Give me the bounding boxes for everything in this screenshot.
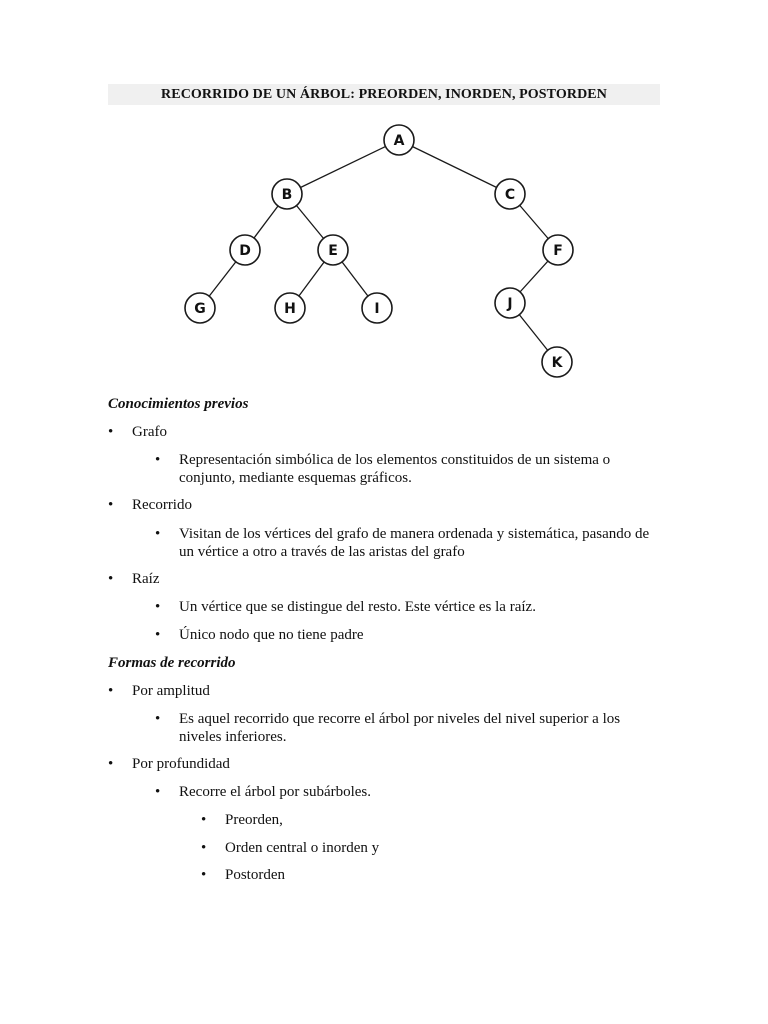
tree-node-b [272, 179, 302, 209]
tree-node-label: J [507, 296, 513, 312]
section-heading-formas: Formas de recorrido [108, 655, 236, 671]
item-text: Visitan de los vértices del grafo de manera ordenada y sistemática, pasando de un vértice a otro a través de las aristas del grafo [179, 526, 650, 560]
bullet: • [155, 526, 161, 542]
item-text: Representación simbólica de los elementos constituidos de un sistema o conjunto, mediante esquemas gráficos. [179, 452, 611, 486]
bullet: • [108, 571, 114, 587]
item-label: Por amplitud [132, 683, 210, 699]
bullet: • [155, 599, 161, 615]
item-text: Es aquel recorrido que recorre el árbol por niveles del nivel superior a los niveles inferiores. [179, 711, 621, 745]
tree-node-j [495, 288, 525, 318]
tree-node-c [495, 179, 525, 209]
tree-node-a [384, 125, 414, 155]
tree-node-k [542, 347, 572, 377]
page-title: RECORRIDO DE UN ÁRBOL: PREORDEN, INORDEN, POSTORDEN [108, 84, 660, 105]
bullet: • [108, 756, 114, 772]
bullet: • [108, 497, 114, 513]
tree-diagram [0, 0, 768, 400]
tree-node-label: C [504, 187, 516, 203]
item-text: Único nodo que no tiene padre [179, 627, 364, 643]
bullet: • [155, 627, 161, 643]
tree-node-label: G [194, 301, 206, 317]
item-label: Grafo [132, 424, 167, 440]
bullet: • [108, 424, 114, 440]
item-label: Raíz [132, 571, 160, 587]
tree-node-label: F [553, 243, 563, 259]
item-text: Un vértice que se distingue del resto. Este vértice es la raíz. [179, 599, 536, 615]
tree-node-d [230, 235, 260, 265]
item-label: Recorrido [132, 497, 192, 513]
bullet: • [155, 711, 161, 727]
tree-node-label: D [239, 243, 251, 259]
tree-node-g [185, 293, 215, 323]
bullet: • [155, 784, 161, 800]
section-heading-conocimientos: Conocimientos previos [108, 396, 249, 412]
bullet: • [201, 812, 207, 828]
tree-node-label: I [374, 301, 380, 317]
tree-node-e [318, 235, 348, 265]
bullet: • [201, 867, 207, 883]
tree-node-f [543, 235, 573, 265]
tree-node-i [362, 293, 392, 323]
tree-edge-a-c [399, 140, 510, 194]
tree-node-label: B [281, 187, 293, 203]
bullet: • [201, 840, 207, 856]
bullet: • [108, 683, 114, 699]
tree-node-label: E [328, 243, 338, 259]
tree-node-label: H [284, 301, 296, 317]
tree-node-label: A [393, 133, 405, 149]
item-text: Recorre el árbol por subárboles. [179, 784, 372, 800]
bullet: • [155, 452, 161, 468]
item-text: Postorden [225, 867, 285, 883]
item-text: Preorden, [225, 812, 283, 828]
item-text: Orden central o inorden y [225, 840, 380, 856]
tree-edge-a-b [287, 140, 399, 194]
item-label: Por profundidad [132, 756, 230, 772]
tree-node-label: K [551, 355, 563, 371]
tree-node-h [275, 293, 305, 323]
